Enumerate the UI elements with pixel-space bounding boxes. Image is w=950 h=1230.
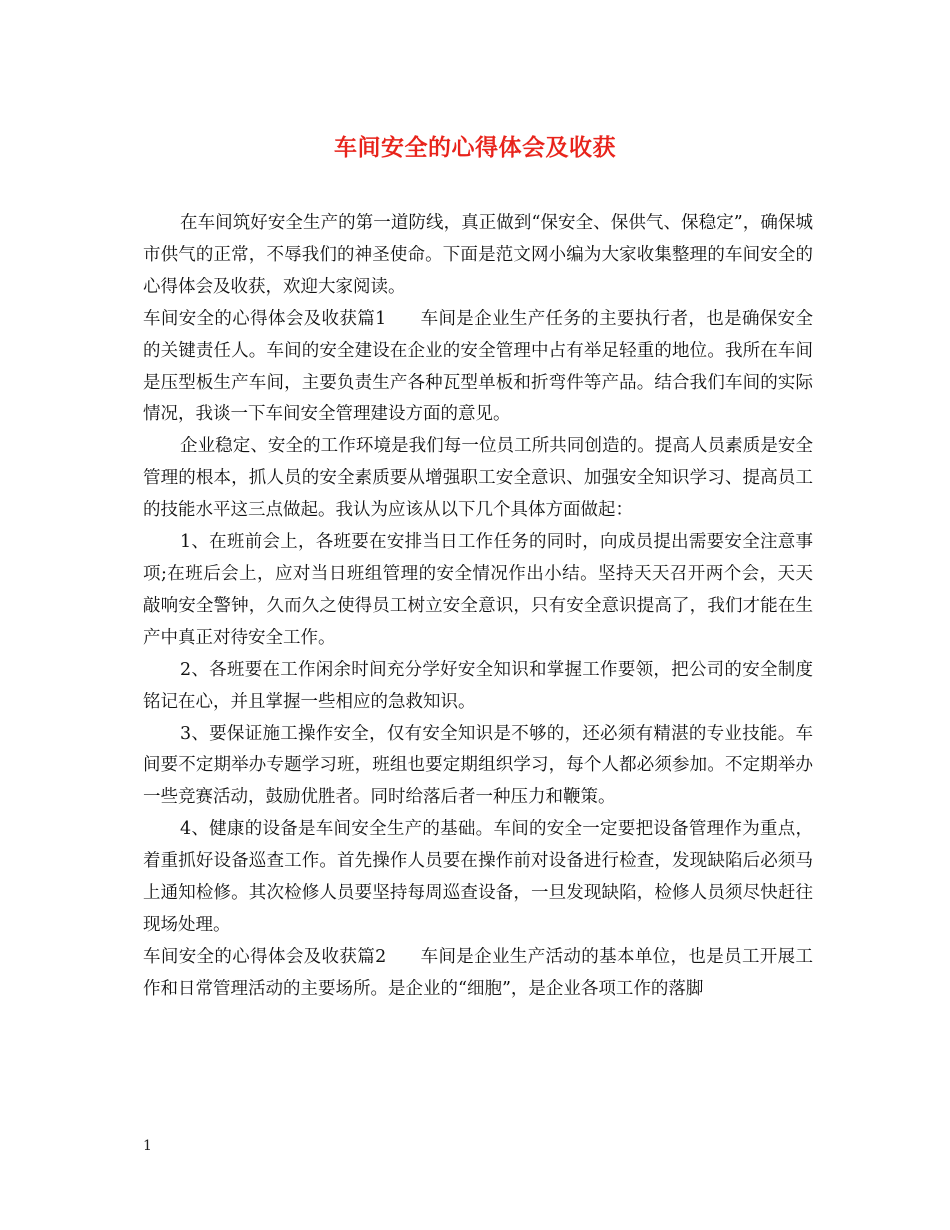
section-2 <box>143 942 813 1006</box>
section-2-heading: 车间安全的心得体会及收获篇2 <box>143 946 387 967</box>
document-body <box>143 208 813 1006</box>
paragraph-item-3: 3、要保证施工操作安全，仅有安全知识是不够的，还必须有精湛的专业技能。车间要不定期举办专题学习班，班组也要定期组织学习，每个人都必须参加。不定期举办一些竞赛活动，鼓励优胜者。同时给落后者一种压力和鞭策。 <box>143 723 813 808</box>
section-1-lead: 车间是企业生产任务的主要执行者，也是确保安全的关键责任人。车间的安全建设在企业的安全管理中占有举足轻重的地位。我所在车间是压型板生产车间，主要负责生产各种瓦型单板和折弯件等产品。结合我们车间的实际情况，我谈一下车间安全管理建设方面的意见。 <box>143 308 814 425</box>
paragraph-item-4: 4、健康的设备是车间安全生产的基础。车间的安全一定要把设备管理作为重点，着重抓好设备巡查工作。首先操作人员要在操作前对设备进行检查，发现缺陷后必须马上通知检修。其次检修人员要坚持每周巡查设备，一旦发现缺陷，检修人员须尽快赶往现场处理。 <box>143 819 813 935</box>
page-number: 1 <box>143 1138 152 1154</box>
section-1 <box>143 304 813 432</box>
section-1-heading: 车间安全的心得体会及收获篇1 <box>143 308 387 329</box>
document-title: 车间安全的心得体会及收获 <box>334 135 616 161</box>
paragraph-item-1: 1、在班前会上，各班要在安排当日工作任务的同时，向成员提出需要安全注意事项;在班后会上，应对当日班组管理的安全情况作出小结。坚持天天召开两个会，天天敲响安全警钟，久而久之使得员工树立安全意识，只有安全意识提高了，我们才能在生产中真正对待安全工作。 <box>143 532 813 648</box>
section-2-lead: 车间是企业生产活动的基本单位，也是员工开展工作和日常管理活动的主要场所。是企业的“细胞”，是企业各项工作的落脚 <box>143 946 814 999</box>
paragraph-environment: 企业稳定、安全的工作环境是我们每一位员工所共同创造的。提高人员素质是安全管理的根本，抓人员的安全素质要从增强职工安全意识、加强安全知识学习、提高员工的技能水平这三点做起。我认为应该从以下几个具体方面做起： <box>143 436 813 521</box>
paragraph-item-2: 2、各班要在工作闲余时间充分学好安全知识和掌握工作要领，把公司的安全制度铭记在心，并且掌握一些相应的急救知识。 <box>143 659 813 712</box>
intro-paragraph: 在车间筑好安全生产的第一道防线，真正做到“保安全、保供气、保稳定”，确保城市供气的正常，不辱我们的神圣使命。下面是范文网小编为大家收集整理的车间安全的心得体会及收获，欢迎大家阅读。 <box>143 213 813 297</box>
